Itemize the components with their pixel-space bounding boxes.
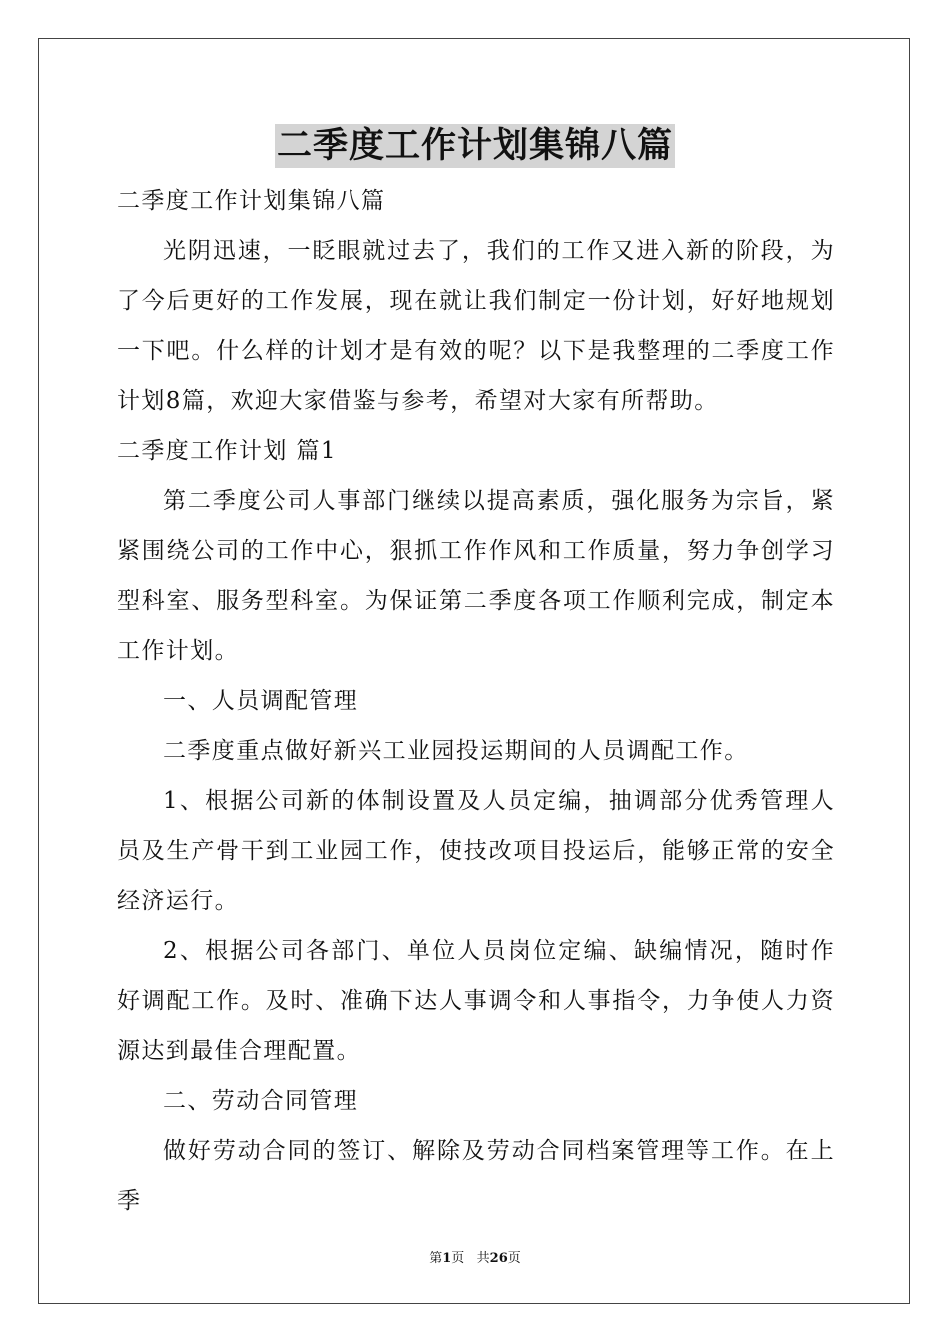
- paragraph: 第二季度公司人事部门继续以提高素质，强化服务为宗旨，紧紧围绕公司的工作中心，狠抓工作作风和工作质量，努力争创学习型科室、服务型科室。为保证第二季度各项工作顺利完成，制定本工作计划。: [117, 488, 835, 664]
- footer-prefix: 第: [429, 1251, 443, 1266]
- heading-contract: 二、劳动合同管理: [163, 1088, 359, 1114]
- total-pages: 26: [489, 1251, 508, 1266]
- footer-mid: 页 共: [451, 1251, 490, 1266]
- intro-paragraph: 光阴迅速，一眨眼就过去了，我们的工作又进入新的阶段，为了今后更好的工作发展，现在就让我们制定一份计划，好好地规划一下吧。什么样的计划才是有效的呢？以下是我整理的二季度工作计划8篇，欢迎大家借鉴与参考，希望对大家有所帮助。: [117, 238, 835, 414]
- document-title: 二季度工作计划集锦八篇: [276, 125, 673, 166]
- heading-personnel: 一、人员调配管理: [163, 688, 359, 714]
- paragraph: 二季度重点做好新兴工业园投运期间的人员调配工作。: [163, 738, 749, 764]
- page-footer: [0, 1247, 950, 1266]
- title-wrap: [0, 124, 950, 168]
- list-item: 2、根据公司各部门、单位人员岗位定编、缺编情况，随时作好调配工作。及时、准确下达人事调令和人事指令，力争使人力资源达到最佳合理配置。: [117, 938, 835, 1064]
- list-item: 1、根据公司新的体制设置及人员定编，抽调部分优秀管理人员及生产骨干到工业园工作，使技改项目投运后，能够正常的安全经济运行。: [117, 788, 835, 914]
- section-heading: 二季度工作计划 篇1: [117, 438, 337, 464]
- document-body: [117, 176, 835, 1226]
- footer-suffix: 页: [507, 1251, 521, 1266]
- paragraph: 做好劳动合同的签订、解除及劳动合同档案管理等工作。在上季: [117, 1138, 835, 1214]
- subtitle: 二季度工作计划集锦八篇: [117, 188, 386, 214]
- page-number: 1: [442, 1251, 452, 1266]
